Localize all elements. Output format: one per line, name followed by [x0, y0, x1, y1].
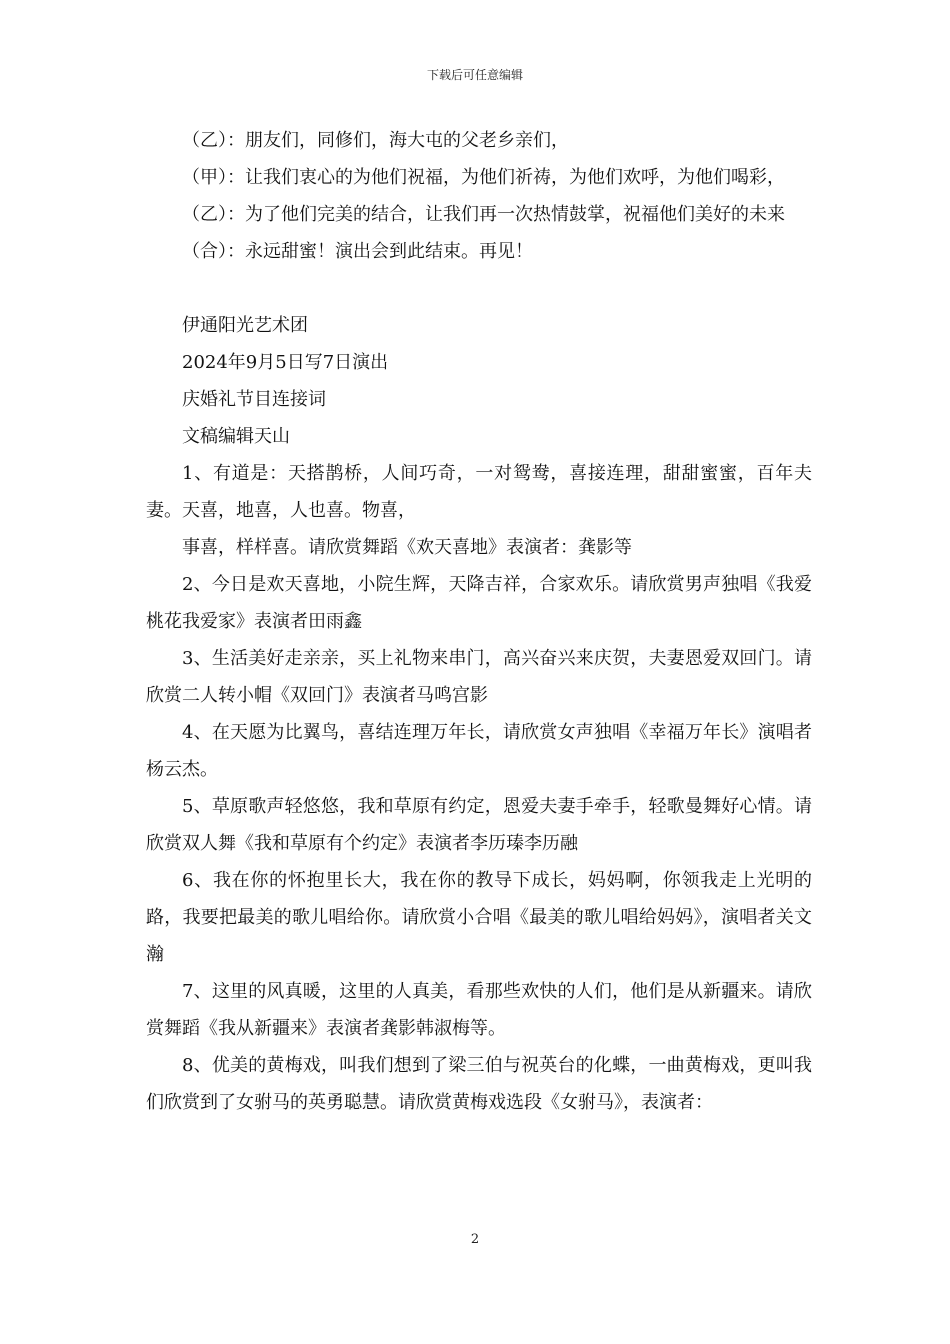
paragraph: 事喜，样样喜。请欣赏舞蹈《欢天喜地》表演者：龚影等 [182, 537, 632, 558]
paragraph: 3、生活美好走亲亲，买上礼物来串门，高兴奋兴来庆贺，夫妻恩爱双回门。请欣赏二人转小帽《双回门》表演者马鸣宫影 [146, 648, 812, 706]
paragraph: 4、在天愿为比翼鸟，喜结连理万年长，请欣赏女声独唱《幸福万年长》演唱者杨云杰。 [146, 722, 812, 780]
paragraph: 6、我在你的怀抱里长大，我在你的教导下成长，妈妈啊，你领我走上光明的路，我要把最美的歌儿唱给你。请欣赏小合唱《最美的歌儿唱给妈妈》，演唱者关文瀚 [146, 870, 812, 965]
paragraph: 5、草原歌声轻悠悠，我和草原有约定，恩爱夫妻手牵手，轻歌曼舞好心情。请欣赏双人舞《我和草原有个约定》表演者李历瑧李历融 [146, 796, 812, 854]
troupe-name: 伊通阳光艺术团 [182, 315, 308, 336]
date-line: 2024年9月5日写7日演出 [182, 352, 389, 373]
paragraph: （合）：永远甜蜜！演出会到此结束。再见！ [182, 241, 533, 262]
paragraph: 2、今日是欢天喜地，小院生辉，天降吉祥，合家欢乐。请欣赏男声独唱《我爱桃花我爱家》表演者田雨鑫 [146, 574, 812, 632]
document-body [146, 122, 812, 1121]
page-number: 2 [470, 1232, 480, 1247]
paragraph: （乙）：为了他们完美的结合，让我们再一次热情鼓掌，祝福他们美好的未来 [182, 204, 785, 225]
paragraph: 7、这里的风真暖，这里的人真美，看那些欢快的人们，他们是从新疆来。请欣赏舞蹈《我从新疆来》表演者龚影韩淑梅等。 [146, 981, 812, 1039]
paragraph: 8、优美的黄梅戏，叫我们想到了梁三伯与祝英台的化蝶，一曲黄梅戏，更叫我们欣赏到了女驸马的英勇聪慧。请欣赏黄梅戏选段《女驸马》，表演者： [146, 1055, 812, 1113]
paragraph: （甲）：让我们衷心的为他们祝福，为他们祈祷，为他们欢呼，为他们喝彩， [182, 167, 785, 188]
paragraph: 1、有道是：天搭鹊桥，人间巧奇，一对鸳鸯，喜接连理，甜甜蜜蜜，百年夫妻。天喜，地喜，人也喜。物喜， [146, 463, 812, 521]
paragraph: （乙）：朋友们，同修们，海大屯的父老乡亲们， [182, 130, 569, 151]
page-header: 下载后可任意编辑 [426, 68, 523, 82]
section-title: 庆婚礼节目连接词 [182, 389, 326, 410]
editor-line: 文稿编辑天山 [182, 426, 290, 447]
